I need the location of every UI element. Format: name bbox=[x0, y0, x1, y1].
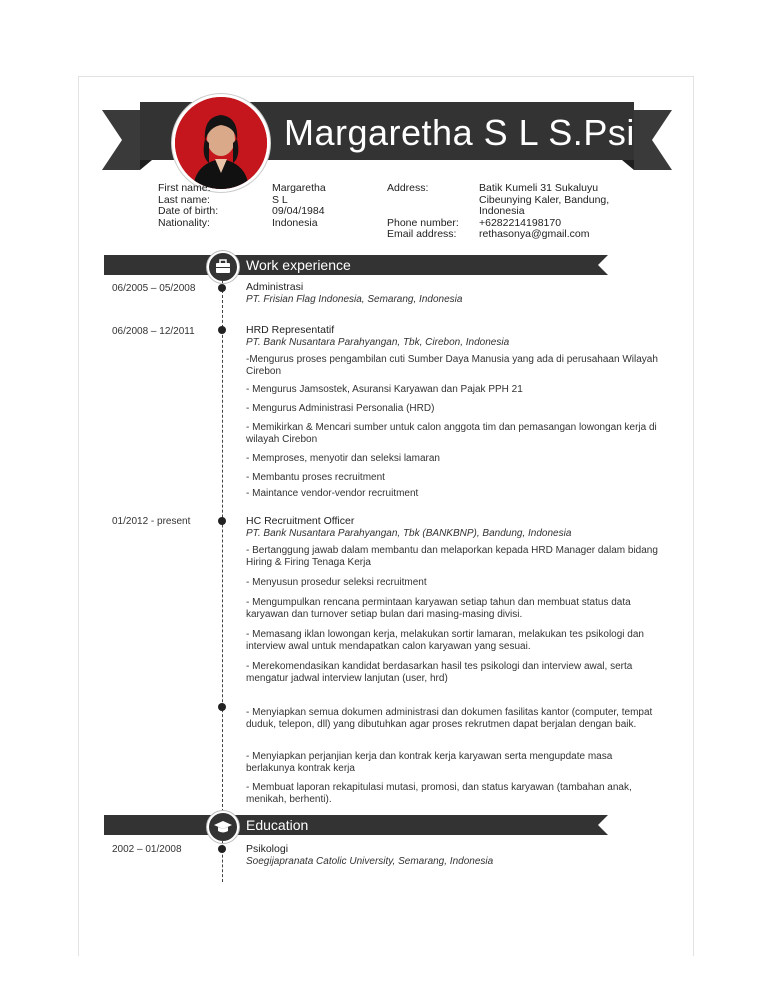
briefcase-icon bbox=[207, 251, 239, 283]
education-section-title: Education bbox=[246, 817, 309, 833]
phone-value: +6282214198170 bbox=[479, 216, 562, 229]
phone-label: Phone number: bbox=[387, 216, 459, 229]
degree-title: Psikologi bbox=[246, 843, 289, 855]
personal-labels-right bbox=[387, 183, 459, 241]
first-name-label: First name: bbox=[158, 182, 211, 194]
job-entry bbox=[246, 516, 662, 539]
education-date: 2002 – 01/2008 bbox=[112, 844, 182, 855]
profile-photo bbox=[172, 94, 270, 192]
timeline-dot bbox=[218, 326, 226, 334]
job-duty: - Memikirkan & Mencari sumber untuk calon anggota tim dan pemasangan lowongan kerja di wilayah Cirebon bbox=[246, 422, 657, 445]
job-duty: - Mengurus Jamsostek, Asuransi Karyawan dan Pajak PPH 21 bbox=[246, 384, 523, 395]
timeline-dot bbox=[218, 703, 226, 711]
school-name: Soegijapranata Catolic University, Semarang, Indonesia bbox=[246, 855, 494, 867]
education-section-bar bbox=[104, 815, 608, 835]
nationality-value: Indonesia bbox=[272, 216, 318, 229]
education-entry bbox=[246, 844, 662, 867]
address-line-3: Indonesia bbox=[479, 205, 525, 218]
email-label: Email address: bbox=[387, 228, 457, 241]
personal-values-right bbox=[479, 183, 609, 241]
job-duty: - Mengumpulkan rencana permintaan karyawan setiap tahun dan membuat status data karyawan dan turnover setiap bulan dari masing-masing divisi. bbox=[246, 597, 631, 620]
job-title: HRD Representatif bbox=[246, 324, 335, 336]
job-entry bbox=[246, 325, 662, 348]
job-duty: - Menyusun prosedur seleksi recruitment bbox=[246, 577, 427, 588]
job-title: HC Recruitment Officer bbox=[246, 515, 355, 527]
work-section-title: Work experience bbox=[246, 257, 351, 273]
name-banner bbox=[0, 0, 768, 100]
job-organization: PT. Bank Nusantara Parahyangan, Tbk, Cirebon, Indonesia bbox=[246, 336, 510, 348]
address-label: Address: bbox=[387, 182, 429, 194]
personal-labels-left bbox=[158, 183, 218, 229]
timeline-dot bbox=[218, 284, 226, 292]
work-timeline bbox=[222, 280, 223, 812]
personal-values-left bbox=[272, 183, 326, 229]
job-organization: PT. Frisian Flag Indonesia, Semarang, Indonesia bbox=[246, 293, 463, 305]
job-entry bbox=[246, 282, 662, 305]
job-duty: - Menyiapkan semua dokumen administrasi dan dokumen fasilitas kantor (computer, tempat duduk, telepon, dll) yang dibutuhkan agar proses rekrutmen dapat berjalan dengan baik. bbox=[246, 707, 653, 730]
job-duty: - Merekomendasikan kandidat berdasarkan hasil tes psikologi dan interview awal, serta mengatur jadwal interview lanjutan (user, hrd) bbox=[246, 661, 633, 684]
job-title: Administrasi bbox=[246, 281, 304, 293]
address-line-2: Cibeunying Kaler, Bandung, bbox=[479, 193, 610, 206]
work-section-bar bbox=[104, 255, 608, 275]
job-date: 01/2012 - present bbox=[112, 516, 191, 527]
job-duty: - Bertanggung jawab dalam membantu dan melaporkan kepada HRD Manager dalam bidang Hiring & Firing Tenaga Kerja bbox=[246, 545, 658, 568]
candidate-name: Margaretha S L S.Psi bbox=[284, 112, 635, 153]
job-duty: -Mengurus proses pengambilan cuti Sumber Daya Manusia yang ada di perusahaan Wilayah Cirebon bbox=[246, 354, 658, 377]
dob-value: 09/04/1984 bbox=[272, 205, 325, 218]
first-name-value: Margaretha bbox=[272, 182, 326, 194]
job-duty: - Membantu proses recruitment bbox=[246, 472, 385, 483]
job-organization: PT. Bank Nusantara Parahyangan, Tbk (BANKBNP), Bandung, Indonesia bbox=[246, 527, 572, 539]
job-duty: - Membuat laporan rekapitulasi mutasi, promosi, dan status karyawan (tambahan anak, menikah, berhenti). bbox=[246, 782, 632, 805]
job-date: 06/2008 – 12/2011 bbox=[112, 326, 195, 337]
email-value: rethasonya@gmail.com bbox=[479, 228, 590, 241]
timeline-dot bbox=[218, 845, 226, 853]
last-name-value: S L bbox=[272, 193, 288, 206]
job-duty: - Maintance vendor-vendor recruitment bbox=[246, 488, 419, 499]
address-line-1: Batik Kumeli 31 Sukaluyu bbox=[479, 182, 599, 194]
job-duty: - Mengurus Administrasi Personalia (HRD) bbox=[246, 403, 435, 414]
job-duty: - Memasang iklan lowongan kerja, melakukan sortir lamaran, melakukan tes psikologi dan interview awal untuk mendapatkan calon karyawan yang sesuai. bbox=[246, 629, 644, 652]
dob-label: Date of birth: bbox=[158, 205, 219, 218]
job-date: 06/2005 – 05/2008 bbox=[112, 283, 196, 294]
nationality-label: Nationality: bbox=[158, 216, 210, 229]
last-name-label: Last name: bbox=[158, 193, 210, 206]
job-duty: - Menyiapkan perjanjian kerja dan kontrak kerja karyawan serta mengupdate masa berlakunya kontrak kerja bbox=[246, 751, 613, 774]
job-duty: - Memproses, menyotir dan seleksi lamaran bbox=[246, 453, 440, 464]
timeline-dot bbox=[218, 517, 226, 525]
graduation-cap-icon bbox=[207, 811, 239, 843]
